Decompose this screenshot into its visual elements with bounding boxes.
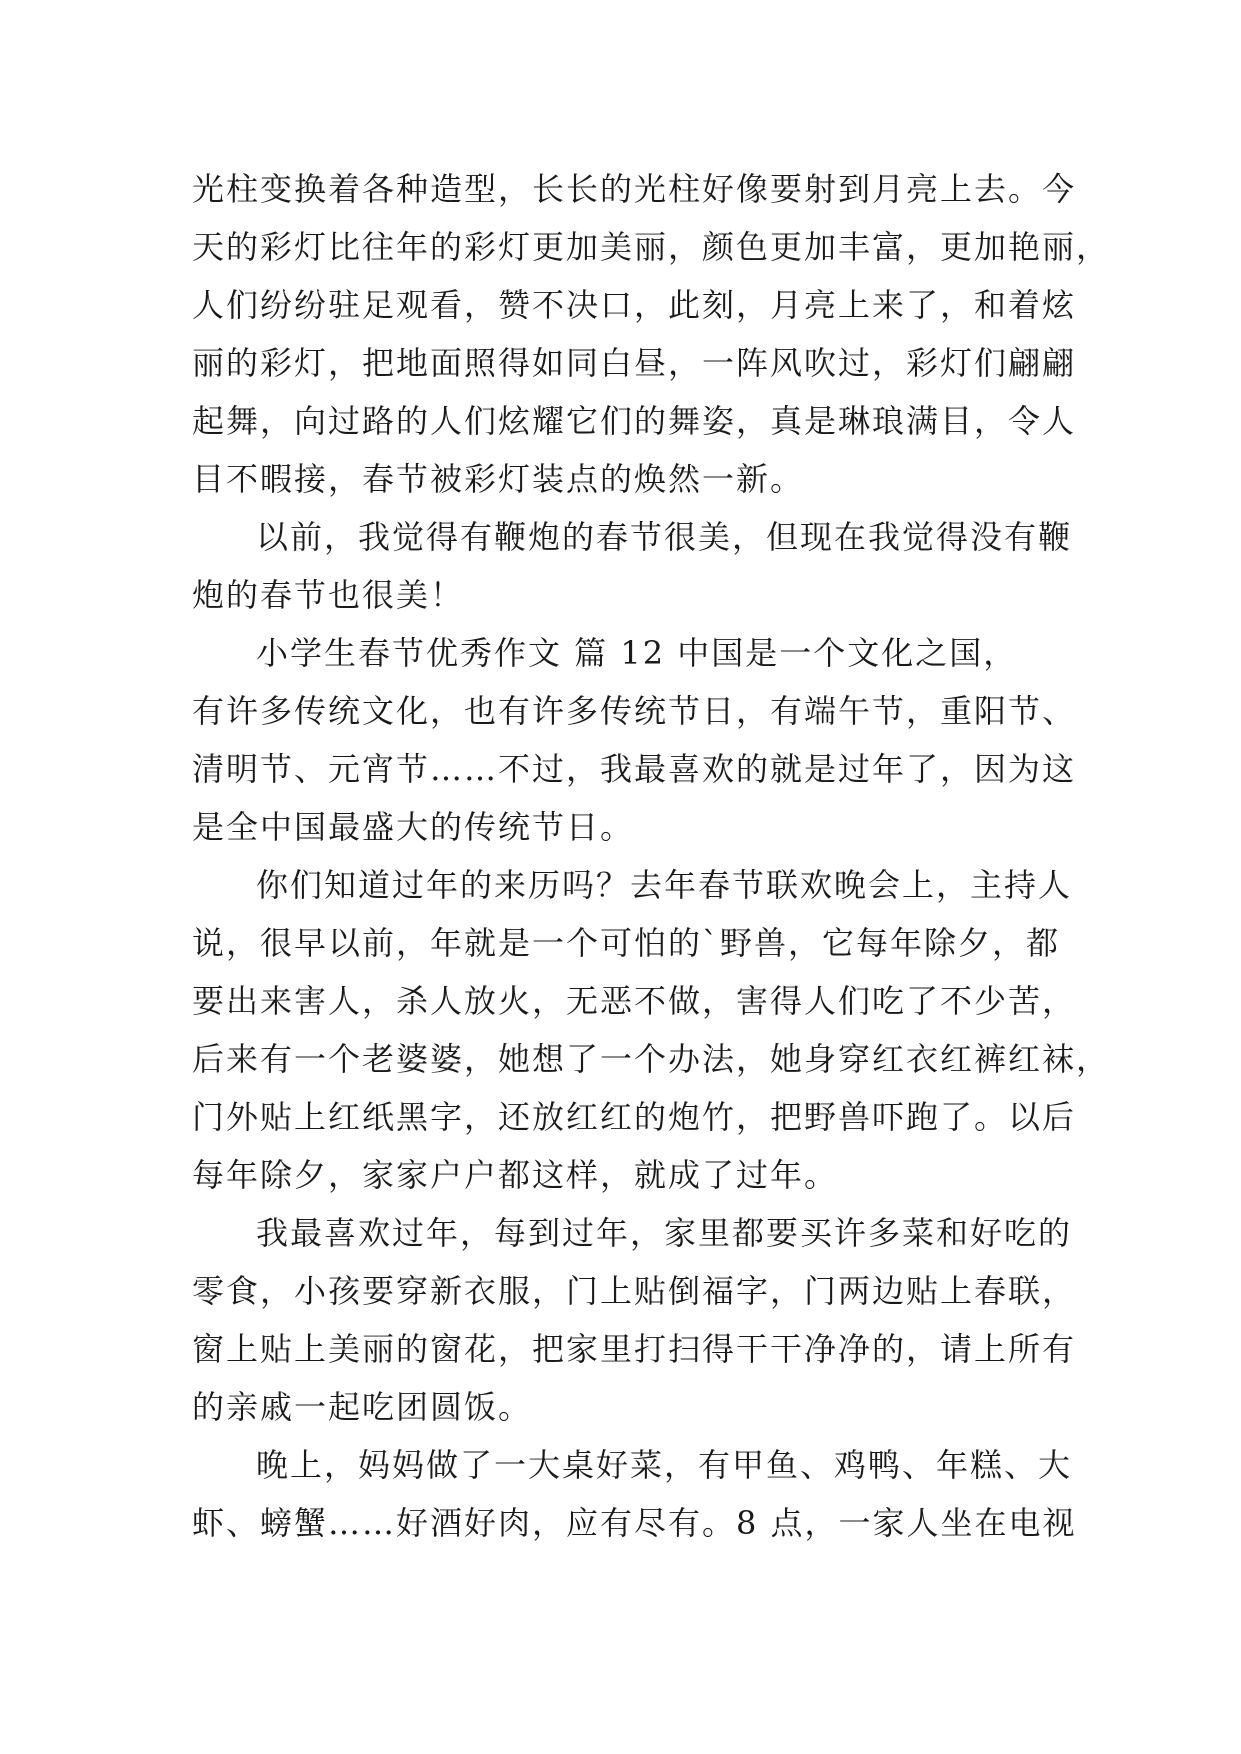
text-line: 人们纷纷驻足观看，赞不决口，此刻，月亮上来了，和着炫: [192, 286, 1077, 324]
text-line: 是全中国最盛大的传统节日。: [192, 808, 635, 846]
text-line: 有许多传统文化，也有许多传统节日，有端午节，重阳节、: [192, 692, 1077, 730]
text-line: 丽的彩灯，把地面照得如同白昼，一阵风吹过，彩灯们翩翩: [192, 344, 1077, 382]
text-line: 炮的春节也很美！: [192, 576, 465, 614]
text-line: 清明节、元宵节……不过，我最喜欢的就是过年了，因为这: [192, 750, 1077, 788]
paragraph-start-line: 你们知道过年的来历吗？去年春节联欢晚会上，主持人: [256, 866, 1073, 904]
text-line: 虾、螃蟹……好酒好肉，应有尽有。8 点，一家人坐在电视: [192, 1504, 1077, 1542]
text-line: 窗上贴上美丽的窗花，把家里打扫得干干净净的，请上所有: [192, 1330, 1077, 1368]
paragraph-start-line: 以前，我觉得有鞭炮的春节很美，但现在我觉得没有鞭: [256, 518, 1073, 556]
text-line: 零食，小孩要穿新衣服，门上贴倒福字，门两边贴上春联，: [192, 1272, 1077, 1310]
paragraph-start-line: 晚上，妈妈做了一大桌好菜，有甲鱼、鸡鸭、年糕、大: [256, 1446, 1073, 1484]
text-line: 每年除夕，家家户户都这样，就成了过年。: [192, 1156, 839, 1194]
text-line: 的亲戚一起吃团圆饭。: [192, 1388, 533, 1426]
section-heading-line: 小学生春节优秀作文 篇 12 中国是一个文化之国，: [256, 634, 1018, 672]
document-body: [192, 160, 1111, 1552]
text-line: 起舞，向过路的人们炫耀它们的舞姿，真是琳琅满目，令人: [192, 402, 1077, 440]
text-line: 目不暇接，春节被彩灯装点的焕然一新。: [192, 460, 805, 498]
paragraph-start-line: 我最喜欢过年，每到过年，家里都要买许多菜和好吃的: [256, 1214, 1073, 1252]
text-line: 天的彩灯比往年的彩灯更加美丽，颜色更加丰富，更加艳丽，: [192, 228, 1111, 266]
text-line: 门外贴上红纸黑字，还放红红的炮竹，把野兽吓跑了。以后: [192, 1098, 1077, 1136]
text-line: 后来有一个老婆婆，她想了一个办法，她身穿红衣红裤红袜，: [192, 1040, 1111, 1078]
text-line: 要出来害人，杀人放火，无恶不做，害得人们吃了不少苦，: [192, 982, 1077, 1020]
text-line: 说，很早以前，年就是一个可怕的`野兽，它每年除夕，都: [192, 924, 1061, 962]
text-line: 光柱变换着各种造型，长长的光柱好像要射到月亮上去。今: [192, 170, 1077, 208]
